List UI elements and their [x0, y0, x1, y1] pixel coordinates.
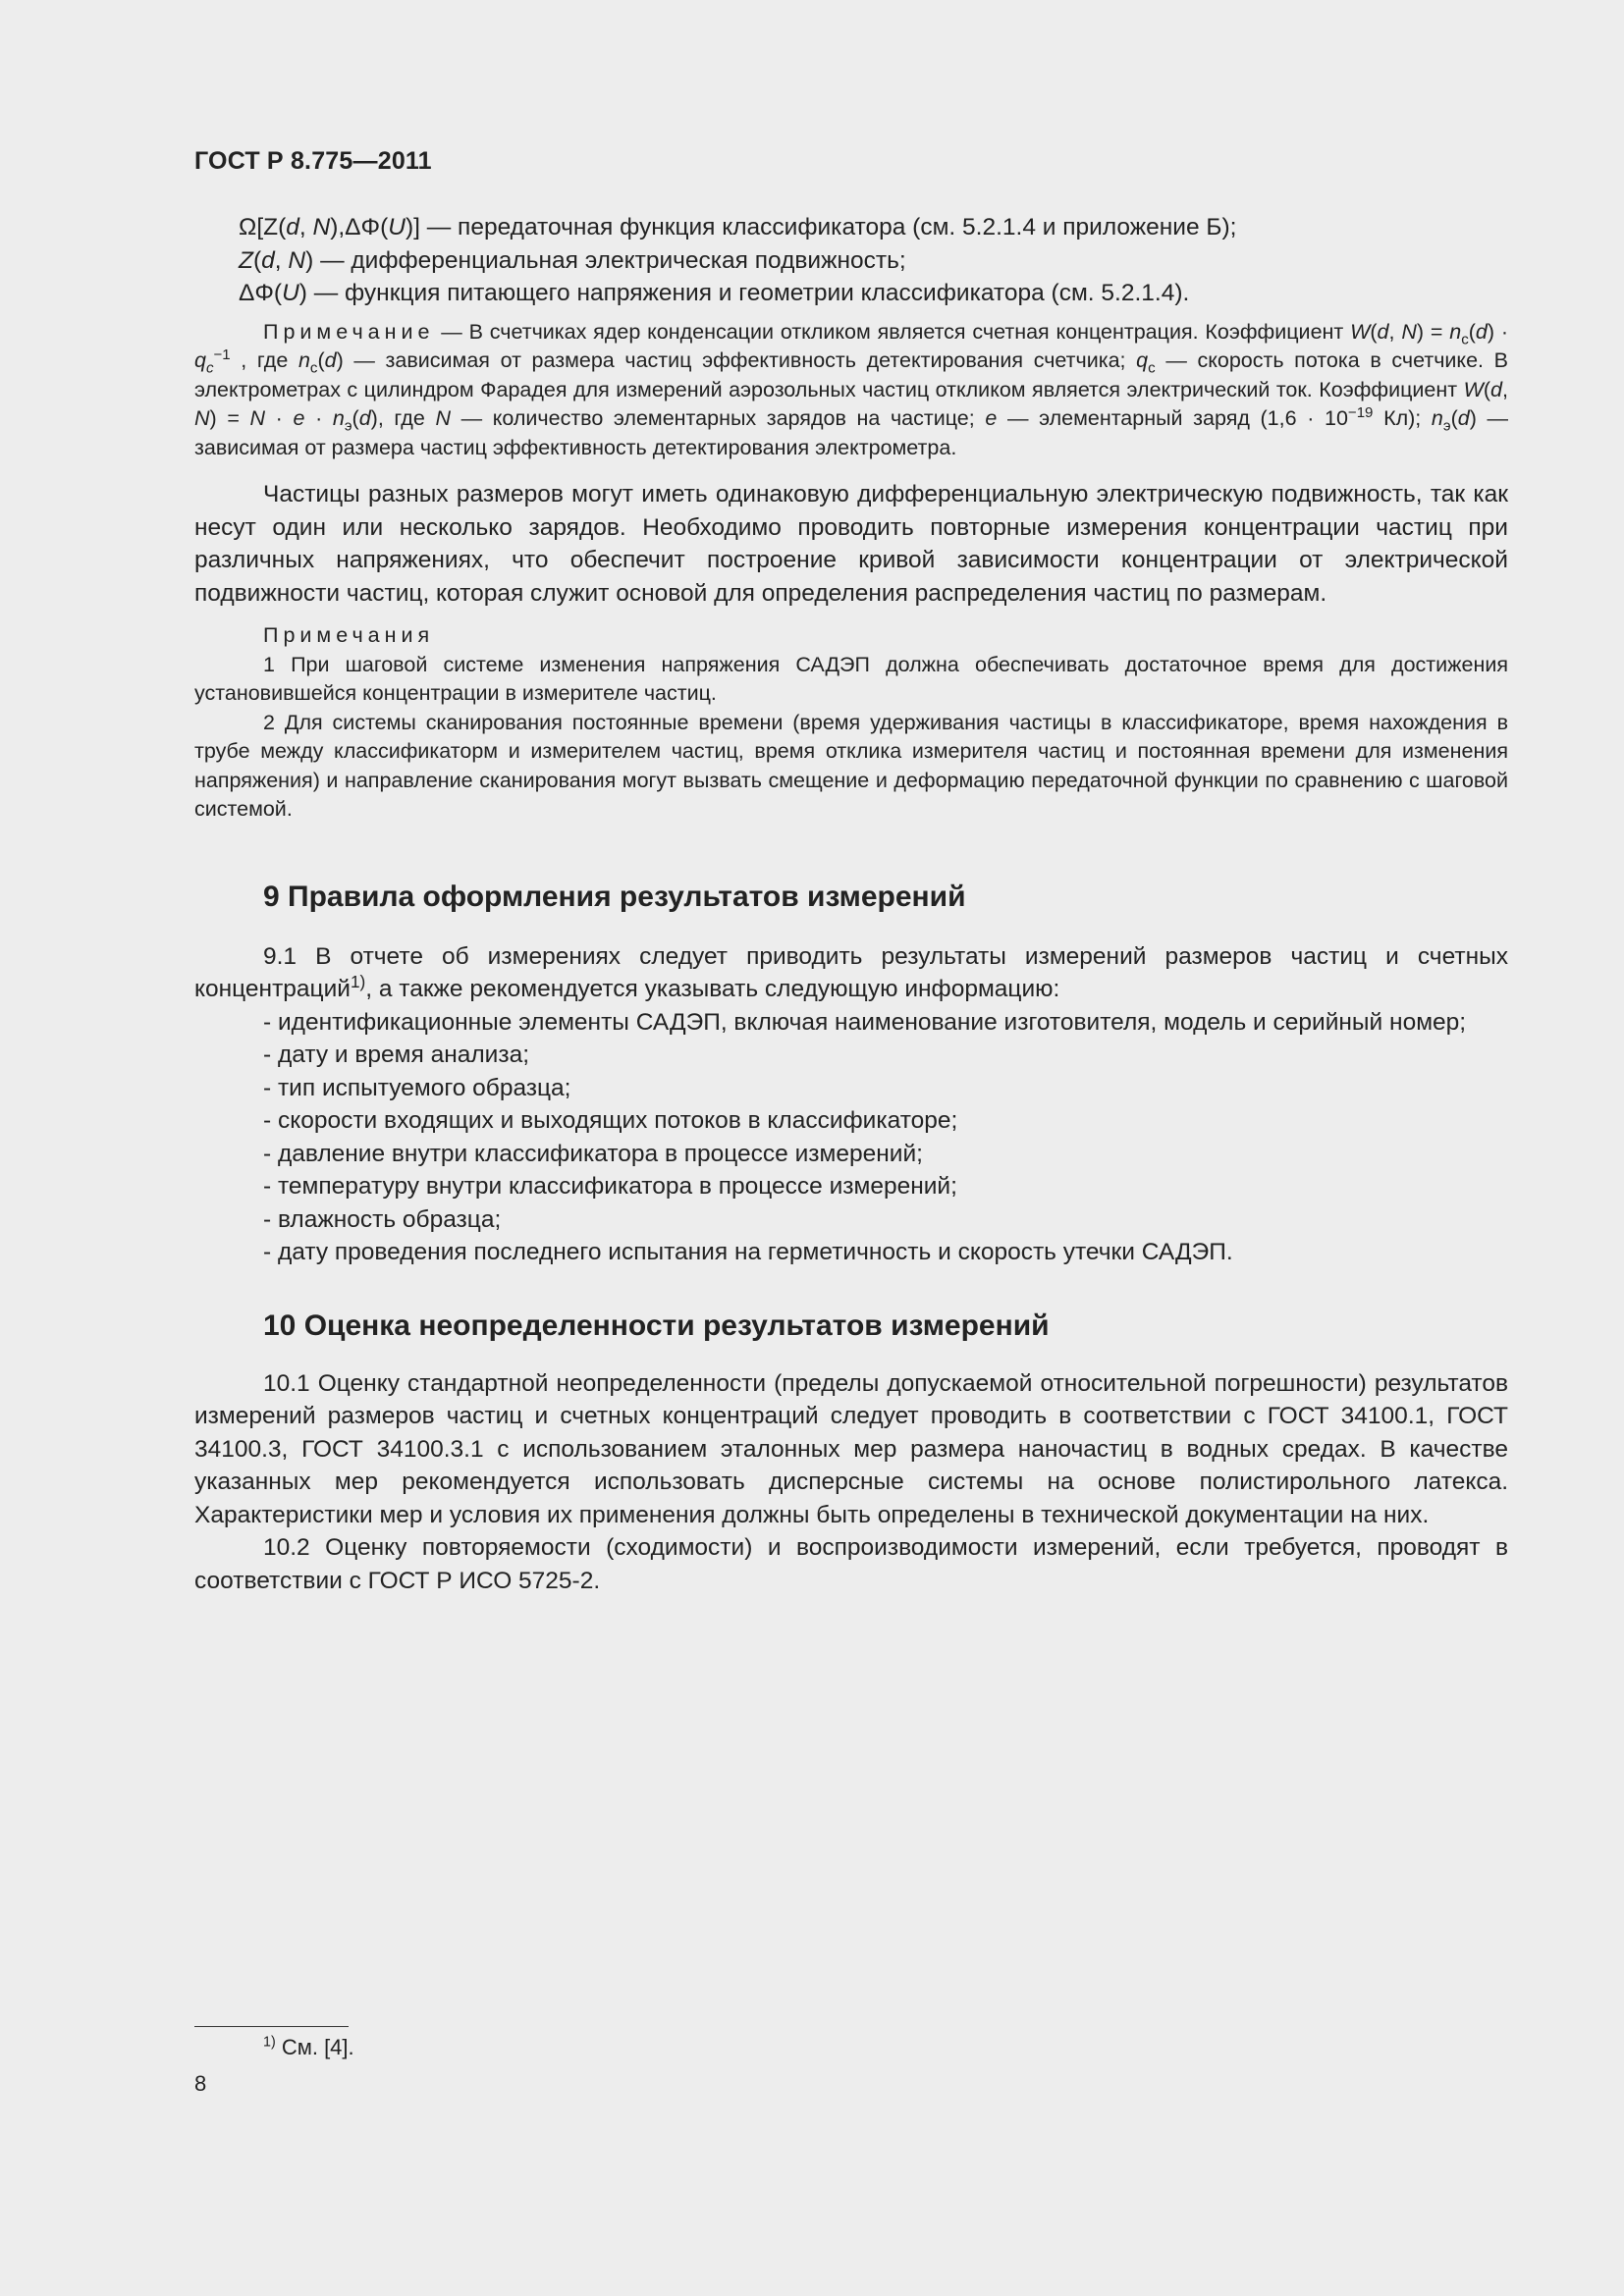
definition-transfer-function: Ω[Z(d, N),ΔΦ(U)] — передаточная функция классификатора (см. 5.2.1.4 и приложение Б);: [239, 214, 1237, 240]
list-item: - дату проведения последнего испытания на герметичность и скорость утечки САДЭП.: [263, 1239, 1233, 1265]
list-item: - температуру внутри классификатора в процессе измерений;: [263, 1173, 957, 1200]
footnote-text: См. [4].: [275, 2035, 354, 2059]
page-number: 8: [194, 2071, 207, 2096]
list-item: - тип испытуемого образца;: [263, 1074, 571, 1101]
list-item: - идентификационные элементы САДЭП, включая наименование изготовителя, модель и серийный номер;: [263, 1008, 1467, 1036]
definitions-list: [194, 211, 1508, 310]
notes-label: Примечания: [263, 623, 435, 647]
note-counters: Примечание — В счетчиках ядер конденсации откликом является счетная концентрация. Коэффициент W(d, $N) = n_c(d) \cdot q_c^{-1}$ , где $n_c(d)$ — зависимая от размера частиц эффективность детектирования счетчика; $q_c$ — скорость потока в счетчике. В электрометрах с цилиндром Фарадея для измерений аэрозольных частиц откликом является электрический ток. Коэффициент W(d, $N) = N \cdot e \cdot n_э(d)$, где N — количество элементарных зарядов на частице; e — элементарный заряд ($1,6 \cdot 10^{-19}$ Кл); $n_э(d)$ — зависимая от размера частиц эффективность детектирования электрометра.: [194, 319, 1509, 459]
document-page: [194, 147, 1508, 1597]
footnote-mark: 1): [263, 2034, 276, 2051]
notes-block: [194, 621, 1508, 825]
footnote-ref: 1): [350, 971, 366, 991]
paragraph-9-1: 9.1 В отчете об измерениях следует приводить результаты измерений размеров частиц и счетных концентраций$^{1)}$, а также рекомендуется указывать следующую информацию:: [194, 942, 1508, 1002]
section-10-title: 10 Оценка неопределенности результатов измерений: [263, 1308, 1050, 1342]
footnote: [263, 2034, 354, 2061]
note-label: Примечание: [263, 319, 435, 344]
section-10-body: [194, 1367, 1508, 1598]
footnote-divider: [194, 2026, 349, 2027]
paragraph-10-2: 10.2 Оценку повторяемости (сходимости) и воспроизводимости измерений, если требуется, проводят в соответствии с ГОСТ Р ИСО 5725-2.: [194, 1534, 1508, 1594]
paragraph-mobility: Частицы разных размеров могут иметь одинаковую дифференциальную электрическую подвижность, так как несут один или несколько зарядов. Необходимо проводить повторные измерения концентрации частиц при различных напряжениях, что обеспечит построение кривой зависимости концентрации от электрической подвижности частиц, которая служит основой для определения распределения частиц по размерам.: [194, 481, 1508, 607]
section-9-title: 9 Правила оформления результатов измерений: [263, 880, 966, 913]
list-item: - дату и время анализа;: [263, 1041, 530, 1068]
paragraph-10-1: 10.1 Оценку стандартной неопределенности (пределы допускаемой относительной погрешности) результатов измерений размеров частиц и счетных концентраций следует проводить в соответствии с ГОСТ 34100.1, ГОСТ 34100.3, ГОСТ 34100.3.1 с использованием эталонных мер размера наночастиц в водных средах. В качестве указанных мер рекомендуется использовать дисперсные системы на основе полистирольного латекса. Характеристики мер и условия их применения должны быть определены в технической документации на них.: [194, 1369, 1508, 1528]
list-item: - влажность образца;: [263, 1205, 502, 1233]
note-item: 2 Для системы сканирования постоянные времени (время удерживания частицы в классификаторе, время нахождения в трубе между классификаторм и измерителем частиц, время отклика измерителя частиц и постоянная времени для изменения напряжения) и направление сканирования могут вызвать смещение и деформацию передаточной функции по сравнению с шаговой системой.: [194, 710, 1508, 821]
list-item: - скорости входящих и выходящих потоков в классификаторе;: [263, 1107, 958, 1134]
document-header: ГОСТ Р 8.775—2011: [194, 147, 432, 175]
section-9-body: [194, 940, 1508, 1269]
definition-voltage-function: ΔΦ(U) — функция питающего напряжения и геометрии классификатора (см. 5.2.1.4).: [239, 280, 1190, 306]
list-item: - давление внутри классификатора в процессе измерений;: [263, 1140, 923, 1167]
note-item: 1 При шаговой системе изменения напряжения САДЭП должна обеспечивать достаточное время для достижения установившейся концентрации в измерителе частиц.: [194, 652, 1508, 705]
definition-mobility: Z(d, N) — дифференциальная электрическая подвижность;: [239, 246, 906, 274]
